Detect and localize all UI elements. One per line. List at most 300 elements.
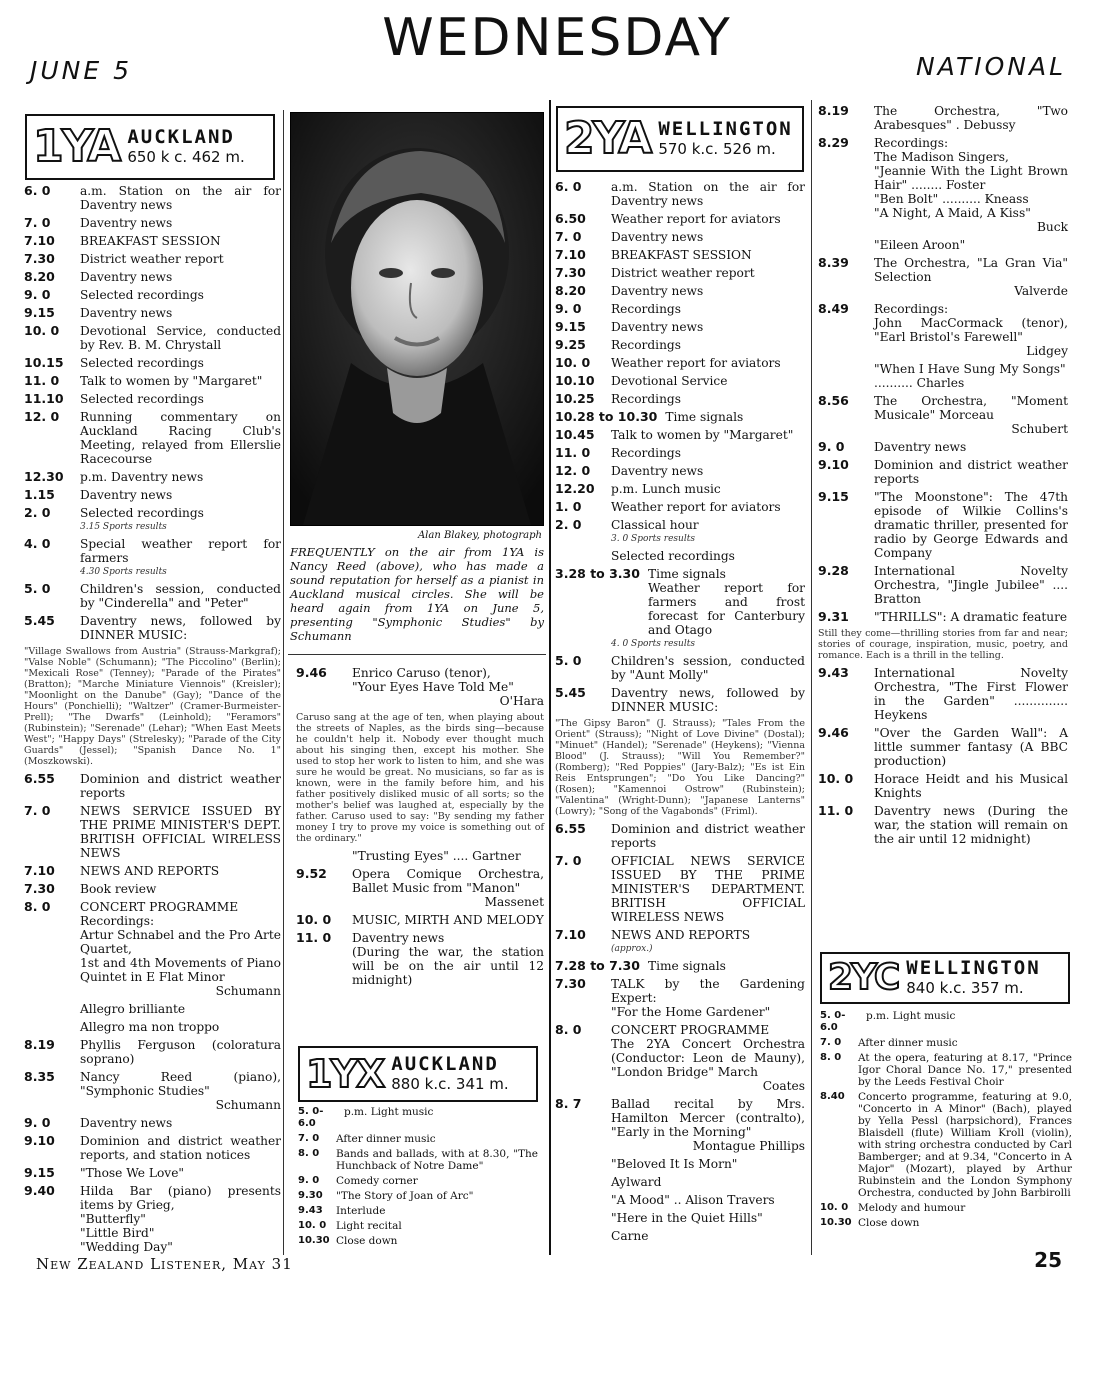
programme-details [874,610,1068,624]
programme-time: 12.30 [24,469,64,484]
programme-details [80,772,281,800]
programme-title: NEWS SERVICE ISSUED BY THE PRIME MINISTER'S DEPT. BRITISH OFFICIAL WIRELESS NEWS [80,804,281,860]
programme-details [611,464,805,478]
programme-title: Daventry news [80,306,173,320]
programme-time: 9.31 [818,609,849,624]
programme-details [611,446,805,460]
programme-entry [818,666,1068,722]
programme-entry [818,458,1068,486]
programme-entry [298,1133,538,1145]
programme-title: After dinner music [336,1133,436,1145]
programme-title: The Orchestra, "Moment Musicale" Morceau [874,394,1068,422]
programme-time: 7. 0 [820,1037,842,1048]
programme-time: 8.39 [818,255,849,270]
programme-time: 7.10 [24,863,55,878]
section-rule [288,654,546,655]
programme-time: 1. 0 [555,499,582,514]
programme-time: 7. 0 [24,215,51,230]
programme-details [344,1106,538,1118]
programme-details [80,356,281,370]
programme-title: Daventry news, followed by DINNER MUSIC: [80,614,281,642]
programme-title: Hilda Bar (piano) presents items by Grieg, [80,1184,281,1212]
programme-entry [555,428,805,442]
programme-note: "Village Swallows from Austria" (Strauss-Markgraf); "Valse Noble" (Schumann); "The Piccolino" (Berlin); "Mexicali Rose" (Tenney); "Parade of the Pirates" (Bratton); "Marche Miniature Viennois" (Kreisler); "Moonlight on the Danube" (Gay); "Dance of the Hours" (Ponchielli); "Waltzer" (Cramer-Burmeister-Prell); "The Dwarfs" (Leinhold); "Feramors" (Rubinstein); "Serenade" (Lehar); "When East Meets West"; "Happy Days" (Strelesky); "Parade of the City Guards" (Jessel); "Spanish Dance No. 1" (Moszkowski). [24,646,281,767]
programme-details [874,104,1068,132]
programme-title: Concerto programme, featuring at 9.0, "Concerto in A Minor" (Bach), played by Yella Pessl (harpsichord), Frances Blaisdell (flute) William Kroll (violin), with string orchestra conducted by Carl Bamberger; and at 9.34, "Concerto in A Major" (Mozart), played by Arthur Rubinstein and the London Symphony Orchestra, conducted by John Barbirolli [858,1091,1072,1199]
programme-entry [24,374,281,388]
programme-details [611,392,805,406]
programme-title: Recordings: [874,302,949,316]
station-frequency: 840 k.c. 357 m. [906,978,1024,997]
programme-title: Weather report for aviators [611,212,781,226]
programme-note: 3. 0 Sports results [611,534,695,544]
programme-note: 4.30 Sports results [80,567,167,577]
station-name: WELLINGTON [906,956,1041,979]
programme-note: 4. 0 Sports results [611,639,695,649]
composer: O'Hara [499,694,544,708]
programme-line: "Butterfly" [80,1212,146,1226]
station-name: AUCKLAND [127,125,235,148]
programme-time: 9.15 [24,1165,55,1180]
programme-title: Close down [336,1235,398,1247]
programme-details [611,977,805,1019]
station-logo: 1YX [306,1052,384,1096]
programme-entry [24,864,281,878]
programme-details [648,959,805,973]
programme-title: The Orchestra, "Two Arabesques" . Debussy [874,104,1068,132]
programme-details [80,288,281,302]
programme-title: The Orchestra, "La Gran Via" Selection [874,256,1068,284]
programme-line-text: Selected recordings [611,549,735,563]
programme-title: NEWS AND REPORTS [80,864,220,878]
programme-entry [24,772,281,800]
programme-note: Still they come—thrilling stories from far and near; stories of courage, inspiration, music, poetry, and romance. Each is a thrill in the telling. [818,628,1068,661]
programme-entry [820,1037,1072,1049]
programme-details [80,270,281,284]
programme-details [611,302,805,316]
programme-title: Talk to women by "Margaret" [80,374,263,388]
programme-time: 11. 0 [296,930,332,945]
programme-line [555,1211,805,1225]
programme-details [336,1220,538,1232]
programme-details [80,374,281,388]
portrait-illustration [291,113,543,525]
programme-title: "The Story of Joan of Arc" [336,1190,474,1202]
programme-details [611,212,805,226]
programme-details [80,306,281,320]
programme-entry [818,136,1068,234]
station-name: AUCKLAND [391,1052,499,1075]
programme-time: 9.40 [24,1183,55,1198]
programme-time: 11. 0 [818,803,854,818]
programme-line-text: "When I Have Sung My Songs" .......... Charles [874,362,1066,390]
programme-title: After dinner music [858,1037,958,1049]
programme-line: "Little Bird" [80,1226,155,1240]
programme-details [874,256,1068,298]
programme-title: Daventry news [874,440,967,454]
programme-entry [555,374,805,388]
programme-details [80,537,281,565]
programme-entry [24,470,281,484]
programme-entry [555,356,805,370]
station-logo: 2YC [828,957,899,998]
programme-line [24,1020,281,1034]
programme-entry [555,284,805,298]
programme-entry [298,1205,538,1217]
page-number: 25 [1034,1248,1062,1272]
programme-title: Recordings [611,302,681,316]
composer: Valverde [1014,284,1068,298]
programme-line [296,849,544,863]
programme-details [336,1235,538,1247]
programme-line: The Madison Singers, [874,150,1009,164]
composer: Coates [762,1079,805,1093]
programme-details [611,518,805,532]
programme-line-text: "A Mood" .. Alison Travers [611,1193,775,1207]
programme-time: 10.10 [555,373,595,388]
programme-entry [818,726,1068,768]
programme-time: 3.28 to 3.30 [555,566,640,581]
column-rule [811,100,812,1255]
composer: Montague Phillips [692,1139,805,1153]
programme-time: 8. 0 [820,1052,842,1063]
programme-entry [555,654,805,682]
programme-time: 9.10 [818,457,849,472]
programme-details [80,614,281,642]
programme-details [858,1091,1072,1199]
composer: Schumann [215,1098,281,1112]
programme-title: Running commentary on Auckland Racing Club's Meeting, relayed from Ellerslie Racecourse [80,410,281,466]
programme-line [555,1229,805,1243]
photo-credit: Alan Blakey, photograph [417,530,542,541]
programme-time: 9.25 [555,337,586,352]
programme-time: 7.10 [555,927,586,942]
programme-line-text: Aylward [611,1175,662,1189]
station-box-1ya [25,114,275,180]
programme-time: 10.30 [298,1235,330,1246]
programme-details [80,882,281,896]
programme-details [874,726,1068,768]
programme-entry [555,854,805,924]
programme-details [874,440,1068,454]
programme-line [555,1193,805,1207]
programme-time: 8.56 [818,393,849,408]
programme-time: 10. 0 [24,323,60,338]
programme-time: 12. 0 [555,463,591,478]
programme-entry [298,1220,538,1232]
publication-footer: New Zealand Listener, May 31 [36,1255,293,1273]
programme-entry [818,490,1068,560]
station-frequency: 650 k c. 462 m. [127,147,245,166]
programme-entry [296,913,544,927]
programme-title: Dominion and district weather reports, and station notices [80,1134,281,1162]
programme-time: 6. 0 [24,183,51,198]
programme-entry [818,302,1068,358]
programme-entry [24,356,281,370]
programme-details [352,666,544,708]
programme-entry [24,1134,281,1162]
portrait-photo [290,112,544,526]
programme-time: 9. 0 [555,301,582,316]
programme-time: 5. 0 [555,653,582,668]
programme-details [80,184,281,212]
programme-time: 7.30 [24,251,55,266]
programme-line: (During the war, the station will be on the air until 12 midnight) [352,945,544,987]
programme-details [611,230,805,244]
programme-time: 8.20 [555,283,586,298]
composer: Massenet [484,895,544,909]
programme-details [352,867,544,909]
programme-time: 8.19 [818,103,849,118]
programme-details [80,864,281,878]
programme-time: 12.20 [555,481,595,496]
programme-details [352,913,544,927]
programme-time: 9.46 [818,725,849,740]
programme-note: Caruso sang at the age of ten, when playing about the streets of Naples, as the birds sing—because he couldn't help it. Nobody ever thought much about his singing then, except his mother. She used to stop her work to listen to him, and she was sure he would be great. No musicians, so far as is known, were in the family before him, and his father positively disliked music of all sorts; so the mother's belief was laughed at, especially by the father. Caruso used to say: "By sending my father money I try to prove my voice is something out of the ordinary." [296,712,544,844]
programme-time: 8. 0 [24,899,51,914]
programme-line-text: Allegro brilliante [80,1002,186,1016]
programme-title: a.m. Station on the air for Daventry news [611,180,805,208]
programme-title: Daventry news [611,320,704,334]
programme-title: Dominion and district weather reports [611,822,805,850]
programme-time: 8.20 [24,269,55,284]
programme-line-text: "Here in the Quiet Hills" [611,1211,763,1225]
programme-details [611,654,805,682]
programme-details [611,180,805,208]
programme-time: 10.30 [820,1217,852,1228]
station-box-1yx [298,1046,538,1102]
composer: Schubert [1011,422,1068,436]
programme-title: p.m. Light music [344,1106,434,1118]
programme-entry [24,1116,281,1130]
programme-title: Ballad recital by Mrs. Hamilton Mercer (contralto), "Early in the Morning" [611,1097,805,1139]
programme-time: 6.55 [24,771,55,786]
programme-time: 6.50 [555,211,586,226]
programme-entry [555,482,805,496]
programme-time: 10.28 to 10.30 [555,409,658,424]
programme-time: 9.10 [24,1133,55,1148]
programme-details [874,772,1068,800]
programme-time: 8.49 [818,301,849,316]
programme-entry [298,1106,538,1130]
programme-title: At the opera, featuring at 8.17, "Prince Igor Choral Dance No. 17," presented by the Leeds Festival Choir [858,1052,1072,1088]
programme-title: a.m. Station on the air for Daventry news [80,184,281,212]
programme-time: 7. 0 [555,229,582,244]
programme-entry [820,1217,1072,1229]
programme-title: p.m. Lunch music [611,482,721,496]
programme-entry [555,686,805,714]
programme-time: 9.52 [296,866,327,881]
programme-title: Children's session, conducted by "Aunt Molly" [611,654,805,682]
programme-details [874,394,1068,436]
programme-entry [555,959,805,973]
programme-line: Recordings: [80,914,155,928]
programme-title: Weather report for aviators [611,500,781,514]
programme-title: Daventry news [611,464,704,478]
programme-title: District weather report [80,252,224,266]
programme-details [80,582,281,610]
programme-details [611,248,805,262]
programme-entry [298,1148,538,1172]
programme-title: Phyllis Ferguson (coloratura soprano) [80,1038,281,1066]
programme-details [858,1217,1072,1229]
programme-entry [820,1202,1072,1214]
programme-entry [555,230,805,244]
programme-time: 1.15 [24,487,55,502]
programme-entry [555,1097,805,1153]
programme-details [80,216,281,230]
programme-line: "A Night, A Maid, A Kiss" [874,206,1031,220]
programme-time: 9.15 [555,319,586,334]
programme-title: Selected recordings [80,506,204,520]
programme-details [80,1116,281,1130]
programme-details [80,1184,281,1254]
programme-title: Bands and ballads, with at 8.30, "The Hunchback of Notre Dame" [336,1148,538,1172]
programme-details [611,500,805,514]
programme-line [24,1002,281,1016]
programme-title: Enrico Caruso (tenor), [352,666,491,680]
programme-details [648,567,805,637]
programme-details [611,356,805,370]
programme-entry [298,1175,538,1187]
programme-line: John MacCormack (tenor), "Earl Bristol's Farewell" [874,316,1068,344]
programme-title: Book review [80,882,157,896]
programme-entry [24,614,281,642]
programme-entry [818,440,1068,454]
programme-title: "Over the Garden Wall": A little summer fantasy (A BBC production) [874,726,1068,768]
programme-details [874,136,1068,234]
programme-title: Daventry news [80,488,173,502]
programme-title: Time signals [647,567,726,581]
programme-title: Daventry news (During the war, the station will remain on the air until 12 midnight) [874,804,1068,846]
programme-title: District weather report [611,266,755,280]
programme-entry [555,320,805,334]
programme-title: BREAKFAST SESSION [611,248,752,262]
programme-line: "Jeannie With the Light Brown Hair" ........ Foster [874,164,1068,192]
programme-title: Devotional Service, conducted by Rev. B. M. Chrystall [80,324,281,352]
programme-title: BREAKFAST SESSION [80,234,221,248]
programme-entry [296,666,544,708]
programme-entry [24,1070,281,1112]
programme-title: Melody and humour [858,1202,966,1214]
column-rule [283,110,284,1255]
programme-title: Interlude [336,1205,386,1217]
programme-time: 7.10 [555,247,586,262]
programme-title: CONCERT PROGRAMME [611,1023,770,1037]
programme-time: 10.25 [555,391,595,406]
programme-details [611,482,805,496]
programme-entry [820,1052,1072,1088]
programme-title: Nancy Reed (piano), "Symphonic Studies" [80,1070,281,1098]
programme-details [874,564,1068,606]
programme-note: "The Gipsy Baron" (J. Strauss); "Tales From the Orient" (Strauss); "Night of Love Divine" (Dostal); "Minuet" (Handel); "Serenade" (Heykens); "Vienna Blood" (J. Strauss); "Will You Remember?" (Romberg); "Red Poppies" (Jary-Balz); "Es ist Ein Reis Entsprungen"; "Do You Like Dancing?" (Rosen); "Kamennoi Ostrow" (Rubinstein); "Valentina" (Wright-Dunn); "Japanese Lanterns" (Lowry); "Song of the Vagabonds" (Friml). [555,718,805,817]
programme-details [611,266,805,280]
programme-entry [24,1038,281,1066]
programme-details [80,900,281,998]
programme-entry [24,488,281,502]
programme-details [611,428,805,442]
programme-details [80,324,281,352]
programme-title: Daventry news [80,270,173,284]
programme-entry [555,212,805,226]
programme-details [611,854,805,924]
programme-line: Weather report for farmers and frost forecast for Canterbury and Otago [647,581,805,637]
programme-title: Daventry news [352,931,445,945]
programme-time: 10.45 [555,427,595,442]
programme-details [611,374,805,388]
programme-time: 6.55 [555,821,586,836]
programme-line: 1st and 4th Movements of Piano Quintet in E Flat Minor [80,956,281,984]
programme-title: Horace Heidt and his Musical Knights [874,772,1068,800]
programme-note: (approx.) [611,944,653,954]
programme-title: Selected recordings [80,392,204,406]
programme-details [611,686,805,714]
programme-title: TALK by the Gardening Expert: [611,977,805,1005]
schedule-2yc [820,1010,1072,1232]
programme-time: 7.10 [24,233,55,248]
programme-details [80,804,281,860]
programme-entry [24,288,281,302]
programme-details [336,1148,538,1172]
programme-entry [24,216,281,230]
programme-entry [296,931,544,987]
programme-time: 10.15 [24,355,64,370]
programme-entry [24,900,281,998]
programme-line [818,238,1068,252]
programme-time: 10. 0 [820,1202,849,1213]
programme-entry [298,1190,538,1202]
programme-title: Recordings [611,338,681,352]
programme-entry [818,256,1068,298]
programme-entry [24,184,281,212]
programme-details [80,252,281,266]
programme-details [611,1097,805,1153]
programme-title: Time signals [665,410,744,424]
programme-title: "The Moonstone": The 47th episode of Wilkie Collins's dramatic thriller, presented for radio by George Edwards and Company [874,490,1068,560]
schedule-1ya-continued [296,666,544,991]
programme-time: 8. 0 [555,1022,582,1037]
composer: Buck [1036,220,1068,234]
programme-title: Daventry news [80,216,173,230]
programme-title: Recordings: [874,136,949,150]
schedule-1yx [298,1106,538,1250]
programme-details [336,1175,538,1187]
programme-entry [555,567,805,637]
programme-entry [555,248,805,262]
programme-entry [555,446,805,460]
programme-entry [818,610,1068,624]
programme-details [665,410,805,424]
programme-entry [24,582,281,610]
composer: Schumann [215,984,281,998]
programme-time: 9.43 [818,665,849,680]
programme-line: "Ben Bolt" .......... Kneass [874,192,1029,206]
programme-title: Daventry news [611,230,704,244]
programme-title: Dominion and district weather reports [80,772,281,800]
programme-details [874,804,1068,846]
programme-time: 5.45 [555,685,586,700]
programme-line: Artur Schnabel and the Pro Arte Quartet, [80,928,281,956]
programme-time: 8.40 [820,1091,845,1102]
programme-details [858,1052,1072,1088]
programme-title: Daventry news, followed by DINNER MUSIC: [611,686,805,714]
schedule-2ya-continued [818,104,1068,850]
programme-details [611,928,805,942]
programme-entry [818,772,1068,800]
programme-entry [555,464,805,478]
programme-time: 9.15 [24,305,55,320]
programme-time: 8. 7 [555,1096,582,1111]
